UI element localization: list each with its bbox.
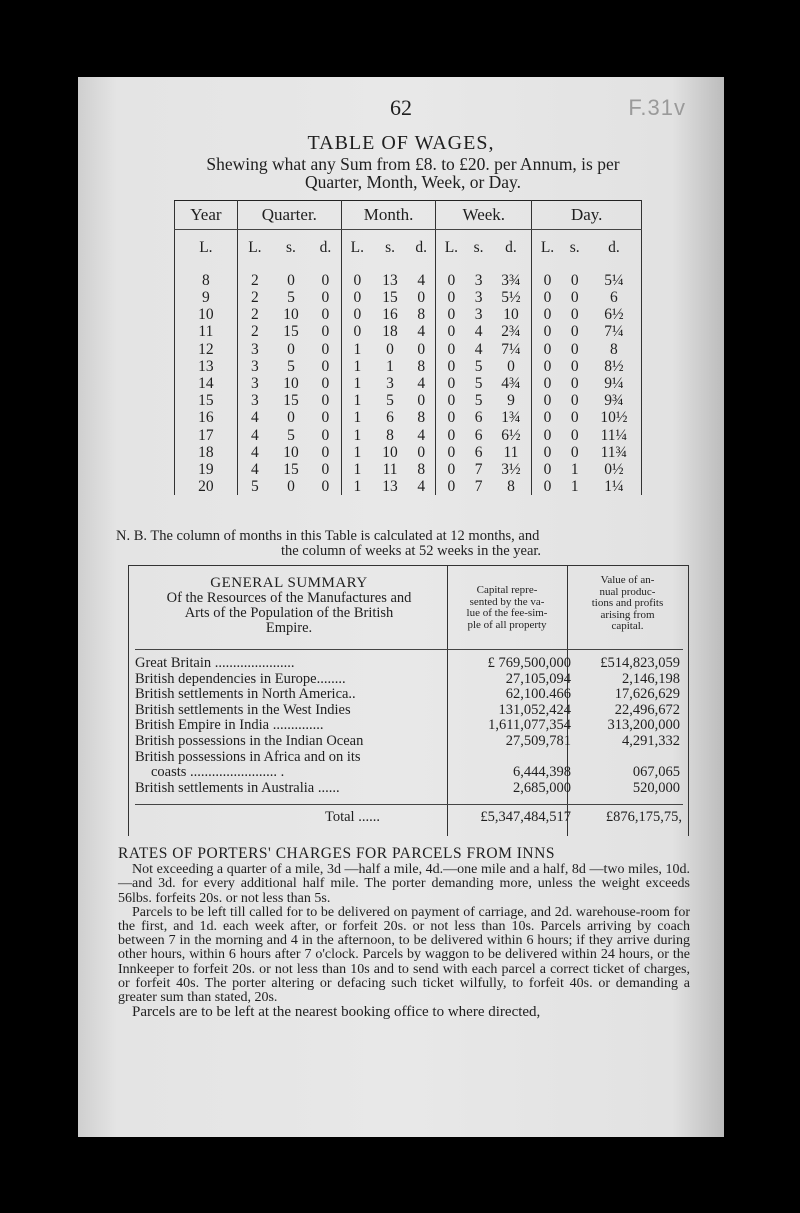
- wage-cell: 15: [283, 323, 299, 341]
- wage-cell: 0: [310, 444, 341, 461]
- summary-subtitle-line: Empire.: [265, 620, 313, 636]
- wage-cell: 1: [353, 443, 362, 461]
- wage-cell: 0: [407, 444, 435, 461]
- wage-cell: 0: [543, 340, 552, 358]
- wage-cell: 6½: [491, 427, 532, 444]
- wage-cell: 3¾: [491, 266, 532, 289]
- col-group-week: Week.: [436, 201, 532, 230]
- wages-note: [116, 529, 706, 559]
- porters-section: [118, 847, 690, 1019]
- wage-row: [175, 266, 642, 289]
- wage-cell: 3: [251, 392, 259, 410]
- wage-row: [175, 478, 642, 495]
- annual-value-column-header: [569, 575, 686, 633]
- total-annual: £876,175,75,: [605, 809, 682, 825]
- summary-subtitle-line: Arts of the Population of the British: [184, 605, 394, 621]
- wage-cell: 18: [175, 444, 238, 461]
- wage-cell: 0: [543, 306, 552, 324]
- unit-header: d.: [491, 230, 532, 267]
- wage-cell: 1: [386, 357, 394, 375]
- wage-cell: 3½: [491, 461, 532, 478]
- summary-row-label: British possessions in Africa and on its: [135, 749, 361, 764]
- wage-cell: 5: [474, 357, 483, 375]
- wage-cell: 0: [447, 357, 456, 375]
- summary-heading: [137, 576, 441, 636]
- summary-row-annual: 313,200,000: [607, 717, 680, 734]
- book-page: [78, 77, 724, 1137]
- summary-row: [135, 718, 683, 732]
- header-line: Capital repre-: [476, 584, 538, 596]
- wage-cell: 0: [543, 323, 552, 341]
- capital-column-header: [449, 585, 565, 631]
- wage-cell: 0: [310, 427, 341, 444]
- wage-cell: 13: [175, 358, 238, 375]
- summary-title: GENERAL SUMMARY: [210, 575, 368, 591]
- wage-cell: 0: [447, 409, 456, 427]
- wage-cell: 20: [175, 478, 238, 495]
- wage-cell: 0: [287, 271, 295, 289]
- wage-cell: 4¾: [491, 375, 532, 392]
- wage-cell: 0: [447, 340, 456, 358]
- summary-row-annual: 4,291,332: [622, 733, 680, 749]
- summary-row-label: British possessions in the Indian Ocean: [135, 734, 364, 748]
- wage-cell: 8½: [587, 358, 642, 375]
- summary-row: [135, 765, 683, 779]
- wage-cell: 3: [474, 306, 483, 324]
- wages-title: TABLE OF WAGES,: [307, 132, 495, 154]
- summary-row-annual: 520,000: [632, 779, 680, 796]
- total-capital: £5,347,484,517: [480, 809, 571, 825]
- wage-cell: 0: [353, 289, 362, 307]
- wage-cell: 0: [407, 392, 435, 409]
- wage-cell: 2¾: [491, 324, 532, 341]
- wage-cell: 0: [407, 341, 435, 358]
- wage-cell: 5½: [491, 289, 532, 306]
- wage-cell: 0: [543, 460, 552, 478]
- wage-cell: 3: [251, 374, 259, 392]
- porters-heading: RATES OF PORTERS' CHARGES FOR PARCELS FROM INNS: [118, 845, 555, 862]
- wage-cell: 0: [570, 323, 579, 341]
- wage-row: [175, 444, 642, 461]
- wage-cell: 0: [543, 289, 552, 307]
- summary-row: [135, 703, 683, 717]
- wage-cell: 9¾: [587, 392, 642, 409]
- summary-row-label: British dependencies in Europe........: [135, 671, 346, 686]
- unit-header: s.: [385, 239, 395, 257]
- wage-cell: 1: [570, 478, 579, 496]
- summary-row-label: British settlements in North America..: [135, 687, 356, 702]
- unit-header: d.: [587, 230, 642, 267]
- wage-cell: 10: [283, 306, 299, 324]
- wage-row: [175, 461, 642, 478]
- summary-row: [135, 781, 683, 795]
- wage-cell: 8: [407, 461, 435, 478]
- wages-note-line: the column of weeks at 52 weeks in the year.: [280, 543, 542, 559]
- wage-cell: 0: [447, 289, 456, 307]
- wage-cell: 14: [175, 375, 238, 392]
- wage-cell: 0: [570, 340, 579, 358]
- wage-cell: 0: [310, 375, 341, 392]
- wage-cell: 9: [491, 392, 532, 409]
- wages-table: [174, 200, 642, 495]
- wage-cell: 10: [175, 306, 238, 323]
- pencil-folio-mark: F.31v: [628, 95, 686, 120]
- header-line: tions and profits: [591, 597, 664, 609]
- wage-cell: 10½: [587, 410, 642, 427]
- wage-cell: 8: [491, 478, 532, 495]
- wage-row: [175, 392, 642, 409]
- wage-cell: 5: [386, 392, 394, 410]
- wage-cell: 0: [386, 340, 394, 358]
- wage-row: [175, 427, 642, 444]
- summary-row: [135, 656, 683, 670]
- wage-cell: 15: [175, 392, 238, 409]
- wage-cell: 0: [543, 409, 552, 427]
- wages-subtitle-line: Quarter, Month, Week, or Day.: [304, 172, 522, 192]
- summary-row-label: British Empire in India ..............: [135, 718, 324, 733]
- wage-cell: 8: [407, 410, 435, 427]
- wage-cell: 4: [407, 266, 435, 289]
- header-line: lue of the fee-sim-: [466, 607, 548, 619]
- wage-cell: 0½: [587, 461, 642, 478]
- wage-cell: 0: [287, 478, 295, 496]
- wage-cell: 0: [543, 374, 552, 392]
- porters-paragraph: Parcels to be left till called for to be delivered on payment of carriage, and 2d. warehouse-room for the first, and 1d. each week after, or forfeit 20s. or not less than 10s. Parcels arriving by coach between 7 in the morning and 4 in the afternoon, to be delivered within 6 hours; if they arrive during other hours, within 6 hours after 7 o'clock. Parcels by waggon to be delivered within 24 hours, or the Innkeeper to forfeit 20s. or not less than 10s and to send with each parcel a correct ticket of charges, or forfeit 40s. The porter altering or defacing such ticket wilfully, to forfeit 40s. or demanding a greater sum than stated, 20s.: [118, 904, 690, 1006]
- wage-cell: 4: [251, 409, 259, 427]
- summary-row: [135, 672, 683, 686]
- wage-cell: 0: [287, 409, 295, 427]
- wage-cell: 1: [353, 426, 362, 444]
- summary-row-capital: 6,444,398: [513, 764, 571, 781]
- summary-row-capital: 27,105,094: [505, 670, 571, 687]
- wage-cell: 4: [407, 375, 435, 392]
- wage-cell: 3: [251, 357, 259, 375]
- wage-cell: 1: [353, 357, 362, 375]
- wage-cell: 1: [353, 340, 362, 358]
- wage-cell: 15: [283, 392, 299, 410]
- col-group-year: Year: [175, 201, 238, 230]
- unit-header: L.: [444, 239, 459, 257]
- wage-row: [175, 375, 642, 392]
- unit-header: s.: [569, 239, 580, 257]
- wage-cell: 3: [251, 340, 259, 358]
- wage-cell: 0: [570, 289, 579, 307]
- summary-row-label: British settlements in Australia ......: [135, 780, 340, 795]
- wage-cell: 4: [407, 427, 435, 444]
- summary-row-label: Great Britain ......................: [135, 656, 295, 670]
- unit-header: L.: [540, 239, 555, 257]
- wage-row: [175, 324, 642, 341]
- wage-cell: 0: [570, 306, 579, 324]
- wages-note-line: N. B. The column of months in this Table is calculated at 12 months, and: [116, 528, 540, 544]
- wage-cell: 7¼: [587, 324, 642, 341]
- wage-cell: 0: [287, 340, 295, 358]
- wage-cell: 11: [382, 460, 398, 478]
- total-label: Total ......: [325, 809, 380, 825]
- wage-cell: 0: [447, 306, 456, 324]
- col-group-day: Day.: [532, 201, 642, 230]
- wage-cell: 16: [175, 410, 238, 427]
- summary-row-label: British settlements in the West Indies: [135, 702, 351, 717]
- wage-cell: 5: [287, 357, 295, 375]
- wage-cell: 1: [353, 409, 362, 427]
- wage-cell: 2: [251, 289, 259, 307]
- unit-header: d.: [407, 230, 435, 267]
- col-group-month: Month.: [341, 201, 435, 230]
- wage-cell: 4: [474, 340, 483, 358]
- wage-cell: 13: [382, 478, 398, 496]
- wage-cell: 11¾: [587, 444, 642, 461]
- wage-cell: 0: [447, 374, 456, 392]
- summary-row-annual: 067,065: [632, 764, 680, 781]
- summary-row-capital: £ 769,500,000: [487, 655, 571, 671]
- header-rule: [135, 649, 683, 650]
- wage-cell: 0: [543, 392, 552, 410]
- wage-cell: 4: [251, 426, 259, 444]
- wage-cell: 6: [386, 409, 394, 427]
- wage-cell: 0: [570, 409, 579, 427]
- wage-cell: 0: [447, 271, 456, 289]
- wage-cell: 9¼: [587, 375, 642, 392]
- wage-row: [175, 289, 642, 306]
- summary-subtitle-line: Of the Resources of the Manufactures and: [166, 590, 412, 606]
- summary-row: [135, 687, 683, 701]
- wage-cell: 3: [474, 289, 483, 307]
- wage-cell: 10: [283, 374, 299, 392]
- wage-cell: 0: [543, 443, 552, 461]
- wage-cell: 1¼: [587, 478, 642, 495]
- wage-cell: 7: [474, 460, 483, 478]
- col-group-quarter: Quarter.: [237, 201, 341, 230]
- wage-cell: 5: [287, 426, 295, 444]
- wage-cell: 6: [474, 409, 483, 427]
- porters-paragraph: Parcels are to be left at the nearest booking office to where directed,: [132, 1004, 541, 1021]
- wage-cell: 10: [382, 443, 398, 461]
- wage-row: [175, 358, 642, 375]
- wage-cell: 0: [447, 478, 456, 496]
- wage-cell: 13: [382, 271, 398, 289]
- summary-row-label: coasts ........................ .: [151, 765, 285, 780]
- wage-cell: 12: [175, 341, 238, 358]
- wage-cell: 0: [447, 426, 456, 444]
- page-number: 62: [390, 95, 412, 120]
- wage-cell: 1: [353, 478, 362, 496]
- unit-header: L.: [350, 239, 365, 257]
- wage-cell: 0: [543, 478, 552, 496]
- general-summary-table: [128, 565, 689, 836]
- summary-row-capital: 1,611,077,354: [488, 717, 571, 734]
- wage-cell: 0: [447, 323, 456, 341]
- unit-header: s.: [473, 239, 484, 257]
- summary-row-annual: £514,823,059: [600, 655, 680, 671]
- wage-cell: 5: [287, 289, 295, 307]
- wage-row: [175, 341, 642, 358]
- wage-cell: 0: [491, 358, 532, 375]
- wage-cell: 6: [474, 443, 483, 461]
- wage-cell: 10: [491, 306, 532, 323]
- summary-row-capital: 62,100.466: [505, 686, 571, 703]
- wage-cell: 9: [175, 289, 238, 306]
- wage-cell: 0: [353, 323, 362, 341]
- summary-row-annual: 17,626,629: [614, 686, 680, 703]
- summary-row: [135, 734, 683, 748]
- wage-cell: 0: [447, 443, 456, 461]
- wage-cell: 0: [543, 271, 552, 289]
- wage-cell: 0: [570, 392, 579, 410]
- wage-cell: 0: [310, 392, 341, 409]
- wage-cell: 8: [175, 266, 238, 289]
- wage-row: [175, 306, 642, 323]
- wage-cell: 0: [310, 341, 341, 358]
- wage-cell: 7: [474, 478, 483, 496]
- summary-row-capital: 2,685,000: [513, 779, 571, 796]
- wage-cell: 16: [382, 306, 398, 324]
- wage-cell: 1: [353, 374, 362, 392]
- wage-cell: 0: [407, 289, 435, 306]
- wage-cell: 8: [386, 426, 394, 444]
- wage-cell: 0: [570, 426, 579, 444]
- wage-cell: 4: [407, 478, 435, 495]
- wage-cell: 0: [310, 358, 341, 375]
- header-line: ple of all property: [467, 618, 547, 631]
- wage-cell: 0: [310, 324, 341, 341]
- wage-cell: 5: [474, 392, 483, 410]
- summary-row: [135, 750, 683, 764]
- porters-paragraph: Not exceeding a quarter of a mile, 3d —half a mile, 4d.—one mile and a half, 8d —two miles, 10d.—and 3d. for every additional half mile. The porter demanding more, unless the weight exceeds 56lbs. forfeits 20s. or not less than 5s.: [118, 862, 690, 906]
- wage-cell: 15: [283, 460, 299, 478]
- wages-subtitle: [118, 155, 708, 191]
- summary-row-capital: 131,052,424: [498, 701, 571, 718]
- wage-cell: 2: [251, 306, 259, 324]
- wage-cell: 0: [570, 443, 579, 461]
- wages-table-body: [175, 266, 642, 495]
- wage-cell: 5: [474, 374, 483, 392]
- wage-cell: 0: [310, 478, 341, 495]
- wage-cell: 0: [310, 266, 341, 289]
- wage-cell: 1: [353, 392, 362, 410]
- wage-cell: 5: [251, 478, 259, 496]
- wage-cell: 3: [474, 271, 483, 289]
- wage-cell: 6: [587, 289, 642, 306]
- wage-cell: 5¼: [587, 266, 642, 289]
- unit-header: L.: [248, 239, 262, 257]
- wage-cell: 19: [175, 461, 238, 478]
- summary-row-annual: 22,496,672: [614, 701, 680, 718]
- wage-cell: 18: [382, 323, 398, 341]
- wage-cell: 3: [386, 374, 394, 392]
- wage-cell: 2: [251, 271, 259, 289]
- wage-cell: 0: [570, 374, 579, 392]
- wage-cell: 0: [353, 306, 362, 324]
- wage-cell: 2: [251, 323, 259, 341]
- wage-cell: 1: [353, 460, 362, 478]
- header-line: sented by the va-: [469, 595, 545, 608]
- wage-cell: 0: [447, 392, 456, 410]
- wage-cell: 0: [310, 461, 341, 478]
- wage-cell: 0: [570, 271, 579, 289]
- summary-row-capital: 27,509,781: [505, 733, 571, 749]
- wage-cell: 0: [310, 410, 341, 427]
- wage-row: [175, 410, 642, 427]
- unit-header: s.: [286, 239, 296, 257]
- wage-cell: 0: [310, 289, 341, 306]
- wage-cell: 1: [570, 460, 579, 478]
- summary-row-annual: 2,146,198: [622, 670, 680, 687]
- wage-cell: 4: [407, 324, 435, 341]
- total-rule: [135, 804, 683, 805]
- unit-header: L.: [175, 230, 238, 267]
- header-line: arising from: [600, 608, 655, 621]
- wage-cell: 0: [353, 271, 362, 289]
- wage-cell: 0: [543, 426, 552, 444]
- wage-cell: 0: [543, 357, 552, 375]
- header-line: nual produc-: [599, 585, 656, 598]
- wage-cell: 11: [491, 444, 532, 461]
- wage-cell: 4: [474, 323, 483, 341]
- wage-cell: 17: [175, 427, 238, 444]
- unit-header: d.: [310, 230, 341, 267]
- header-line: Value of an-: [600, 574, 655, 586]
- header-line: capital.: [611, 620, 644, 632]
- wage-cell: 4: [251, 460, 259, 478]
- wage-cell: 11¼: [587, 427, 642, 444]
- wage-cell: 6½: [587, 306, 642, 323]
- wage-cell: 6: [474, 426, 483, 444]
- wage-cell: 0: [310, 306, 341, 323]
- wage-cell: 11: [175, 324, 238, 341]
- wage-cell: 15: [382, 289, 398, 307]
- wage-cell: 8: [407, 358, 435, 375]
- wage-cell: 7¼: [491, 341, 532, 358]
- wage-cell: 1¾: [491, 410, 532, 427]
- wage-cell: 0: [570, 357, 579, 375]
- wage-cell: 8: [587, 341, 642, 358]
- wage-cell: 4: [251, 443, 259, 461]
- wages-subtitle-line: Shewing what any Sum from £8. to £20. per Annum, is per: [206, 154, 620, 174]
- wage-cell: 0: [447, 460, 456, 478]
- wage-cell: 10: [283, 443, 299, 461]
- wage-cell: 8: [407, 306, 435, 323]
